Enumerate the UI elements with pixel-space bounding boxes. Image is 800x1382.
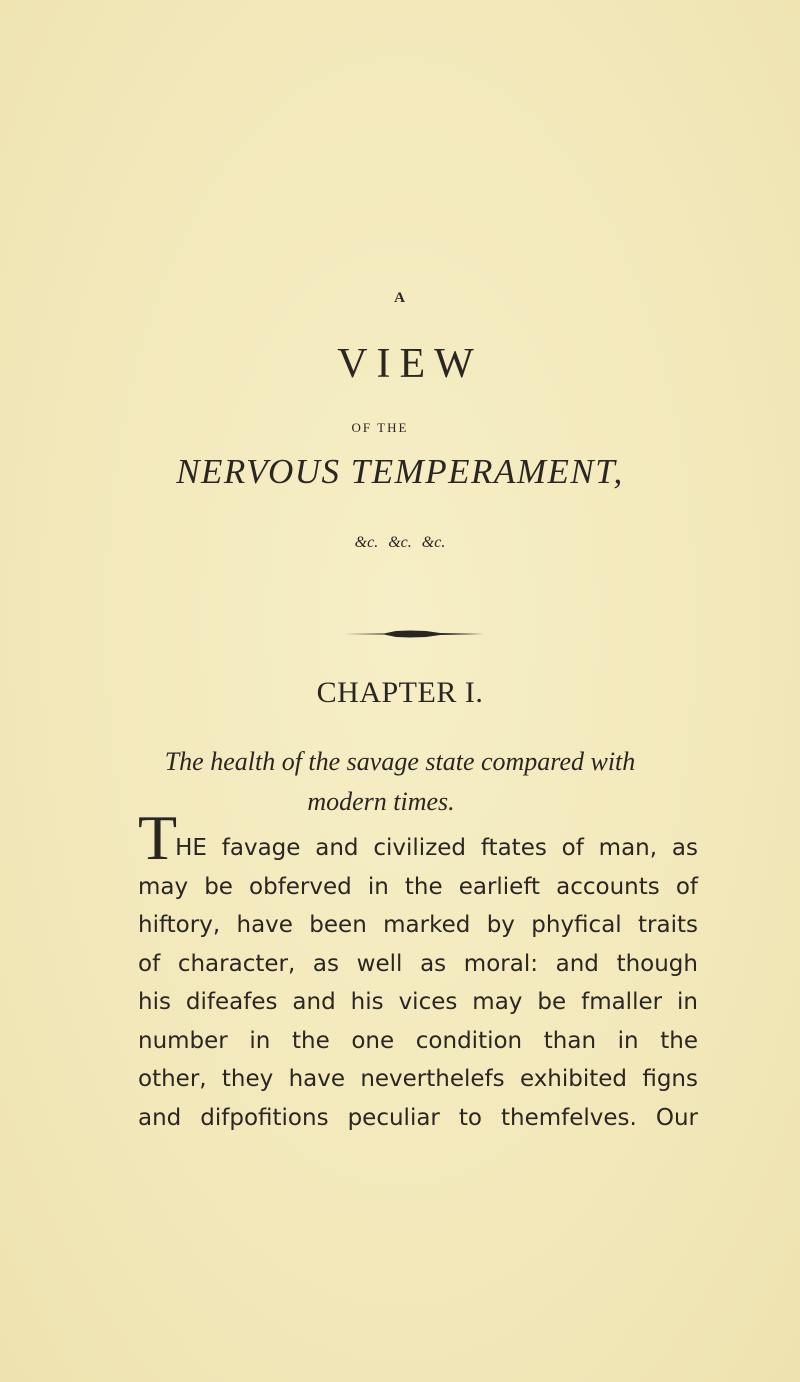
- title-subject: NERVOUS TEMPERAMENT,: [176, 452, 624, 491]
- ornamental-rule: [344, 628, 484, 640]
- title-article: A: [394, 290, 406, 306]
- body-line: his difeafes and his vices may be fmaller in: [138, 989, 698, 1015]
- title-main: VIEW: [337, 341, 483, 387]
- body-line: number in the one condition than in the: [138, 1027, 698, 1054]
- body-line: of character, as well as moral: and though: [138, 950, 698, 977]
- body-line: hiftory, have been marked by phyfical traits: [138, 912, 698, 938]
- chapter-heading: CHAPTER I.: [316, 676, 484, 709]
- body-line: other, they have neverthelefs exhibited figns: [138, 1066, 698, 1092]
- body-line-text: HE favage and civilized ftates of man, as: [175, 835, 698, 861]
- body-line: and difpofitions peculiar to themfelves. Our: [138, 1104, 698, 1131]
- body-line: may be obferved in the earlieft accounts of: [138, 873, 698, 900]
- chapter-subtitle-line-1: The health of the savage state compared with: [164, 747, 636, 776]
- title-connector: OF THE: [351, 420, 409, 435]
- body-paragraph: [138, 802, 698, 1137]
- chapter-subtitle-line-2: modern times.: [307, 787, 455, 816]
- title-etc: &c. &c. &c.: [354, 534, 446, 551]
- drop-cap: T: [138, 802, 178, 873]
- chapter-subtitle: [0, 742, 800, 822]
- body-line: [138, 802, 698, 873]
